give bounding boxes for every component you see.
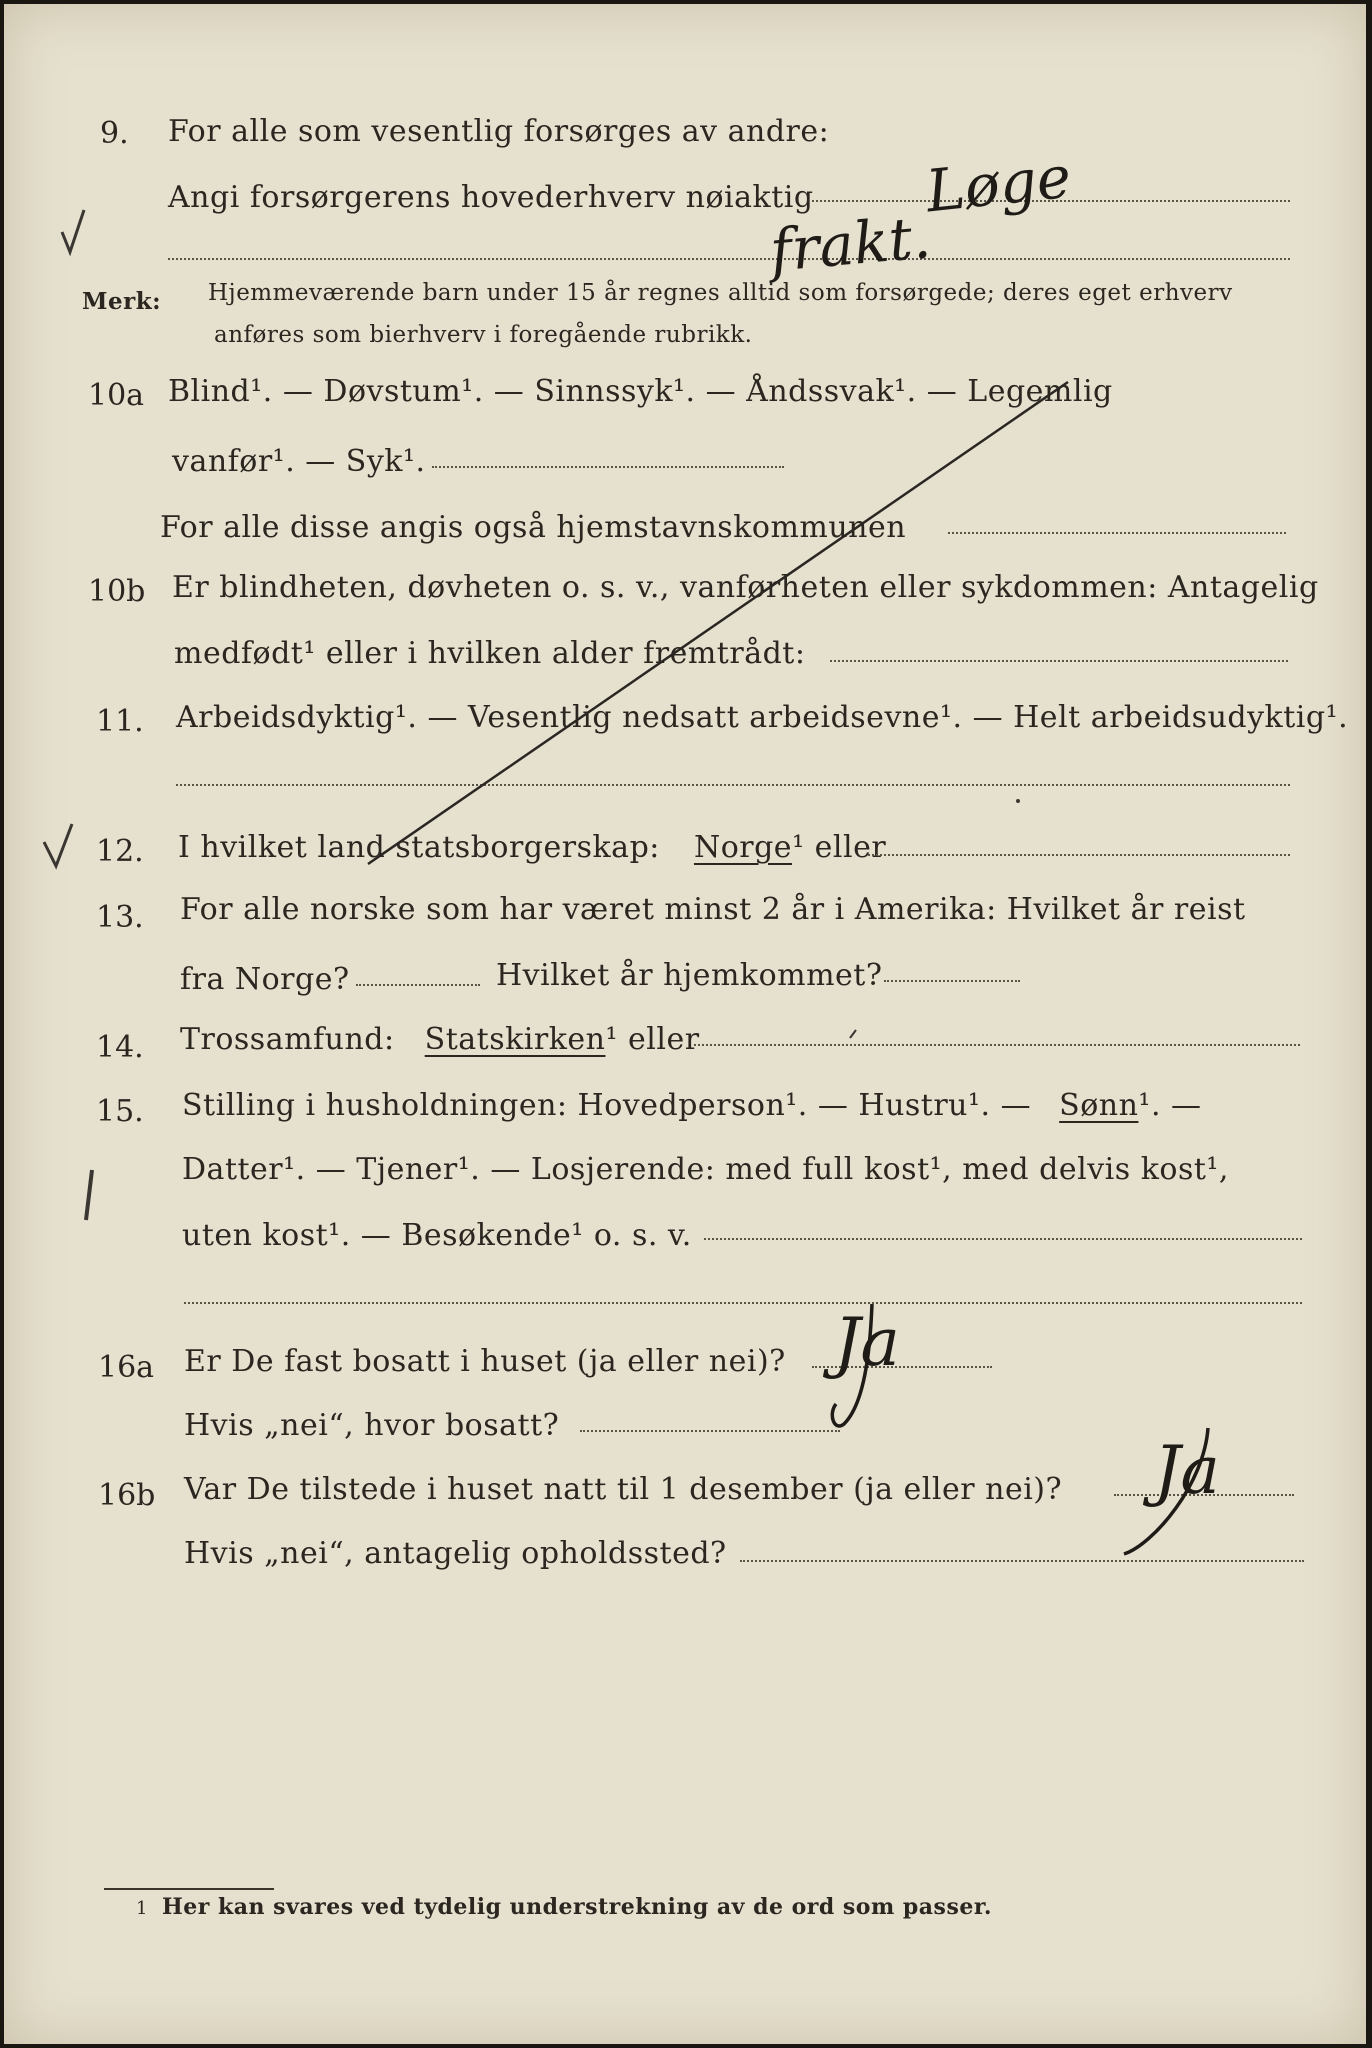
q16a-number: 16a bbox=[98, 1350, 155, 1385]
ja-stroke-icon-16a bbox=[832, 1304, 872, 1426]
q12-number: 12. bbox=[96, 834, 144, 869]
q16b-line1: Var De tilstede i huset natt til 1 desember (ja eller nei)? bbox=[184, 1472, 1063, 1507]
q15-line1-suffix: ¹. — bbox=[1138, 1088, 1202, 1123]
q9-handwritten-answer1: Løge bbox=[922, 142, 1075, 226]
q16a-line1: Er De fast bosatt i huset (ja eller nei)? bbox=[184, 1344, 786, 1379]
q13-line1: For alle norske som har været minst 2 år i Amerika: Hvilket år reist bbox=[180, 892, 1246, 927]
stray-dot-icon bbox=[1016, 799, 1020, 803]
q9-question-line1: For alle som vesentlig forsørges av andre: bbox=[168, 114, 830, 149]
q12-choice-norge[interactable]: Norge bbox=[693, 830, 793, 865]
q11-number: 11. bbox=[96, 704, 144, 739]
census-form-page bbox=[4, 4, 1366, 2044]
strike-through-line bbox=[368, 382, 1068, 864]
q16b-line2: Hvis „nei“, antagelig opholdssted? bbox=[184, 1536, 727, 1571]
q14-choice-statskirken[interactable]: Statskirken bbox=[424, 1022, 606, 1057]
q10a-line1: Blind¹. — Døvstum¹. — Sinnssyk¹. — Åndssvak¹. — Legemlig bbox=[168, 374, 1113, 409]
q11-line1: Arbeidsdyktig¹. — Vesentlig nedsatt arbeidsevne¹. — Helt arbeidsudyktig¹. bbox=[176, 700, 1349, 735]
q15-line2: Datter¹. — Tjener¹. — Losjerende: med full kost¹, med delvis kost¹, bbox=[182, 1152, 1229, 1187]
merk-text-line2: anføres som bierhverv i foregående rubrikk. bbox=[214, 322, 753, 348]
q10a-number: 10a bbox=[88, 378, 145, 413]
footnote-mark: 1 bbox=[136, 1898, 148, 1919]
q16b-handwritten-answer: Ja bbox=[1154, 1432, 1220, 1509]
q14-suffix: ¹ eller bbox=[605, 1022, 700, 1057]
q12-question-text: I hvilket land statsborgerskap: bbox=[178, 830, 660, 865]
q12-suffix: ¹ eller bbox=[792, 830, 887, 865]
q15-line3: uten kost¹. — Besøkende¹ o. s. v. bbox=[182, 1218, 692, 1253]
q10a-line2: vanfør¹. — Syk¹. bbox=[172, 444, 426, 479]
q16a-line2: Hvis „nei“, hvor bosatt? bbox=[184, 1408, 560, 1443]
margin-check-icon-q9 bbox=[62, 210, 84, 252]
q9-handwritten-answer2: frakt. bbox=[767, 203, 934, 285]
q9-question-line2: Angi forsørgerens hovederhverv nøiaktig bbox=[168, 180, 814, 215]
margin-check-icon-q12 bbox=[44, 824, 72, 866]
footnote-text: Her kan svares ved tydelig understrekning av de ord som passer. bbox=[162, 1894, 993, 1920]
stray-mark-icon bbox=[850, 1030, 856, 1038]
q14-number: 14. bbox=[96, 1030, 144, 1065]
q15-number: 15. bbox=[96, 1094, 144, 1129]
q9-number: 9. bbox=[100, 116, 129, 151]
q10b-number: 10b bbox=[88, 574, 146, 609]
q15-choice-sonn[interactable]: Sønn bbox=[1059, 1088, 1139, 1123]
q16b-number: 16b bbox=[98, 1478, 156, 1513]
q13-line2b: Hvilket år hjemkommet? bbox=[496, 958, 883, 993]
q15-line1-text: Stilling i husholdningen: Hovedperson¹. — Hustru¹. — bbox=[182, 1088, 1032, 1123]
margin-tick-icon-q15 bbox=[86, 1170, 92, 1220]
merk-label: Merk: bbox=[82, 288, 162, 315]
q10a-line3: For alle disse angis også hjemstavnskommunen bbox=[160, 510, 907, 545]
q10b-line2: medfødt¹ eller i hvilken alder fremtrådt: bbox=[174, 636, 806, 671]
q10b-line1: Er blindheten, døvheten o. s. v., vanførheten eller sykdommen: Antagelig bbox=[172, 570, 1319, 605]
handwritten-marks bbox=[4, 4, 1366, 2044]
merk-text-line1: Hjemmeværende barn under 15 år regnes alltid som forsørgede; deres eget erhverv bbox=[208, 280, 1233, 306]
ja-stroke-icon-16b bbox=[1124, 1428, 1208, 1554]
q16a-handwritten-answer: Ja bbox=[834, 1304, 900, 1381]
q13-number: 13. bbox=[96, 900, 144, 935]
q13-line2a: fra Norge? bbox=[180, 962, 350, 997]
q14-question-text: Trossamfund: bbox=[180, 1022, 395, 1057]
